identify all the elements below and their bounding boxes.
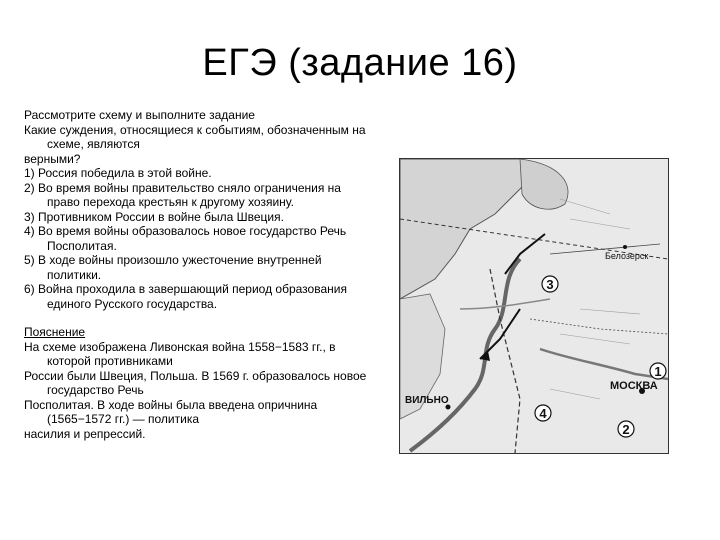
task-option: 5) В ходе войны произошло ужесточение внутренней политики. xyxy=(24,253,322,282)
explanation-line: насилия и репрессий. xyxy=(24,426,146,441)
task-option: 3) Противником России в войне была Швеция. xyxy=(24,209,284,224)
explanation-heading: Пояснение xyxy=(24,325,86,339)
map-city-belozersk: Белозерск xyxy=(605,251,649,261)
task-intro: Рассмотрите схему и выполните задание xyxy=(24,108,255,122)
map-marker-3: 3 xyxy=(546,277,554,292)
task-text xyxy=(24,108,376,441)
map-marker-1: 1 xyxy=(654,364,662,379)
map-graphic xyxy=(400,159,668,453)
explanation-line: России были Швеция, Польша. В 1569 г. образовалось новое государство Речь xyxy=(24,368,367,397)
map-city-vilno: ВИЛЬНО xyxy=(405,395,449,406)
task-option: 2) Во время войны правительство сняло ограничения на право перехода крестьян к другому хозяину. xyxy=(24,180,341,209)
map-marker-2: 2 xyxy=(622,422,630,437)
explanation-line: Посполитая. В ходе войны была введена опричнина (1565−1572 гг.) — политика xyxy=(24,397,318,426)
map-city-moscow: МОСКВА xyxy=(610,380,658,392)
task-option: 6) Война проходила в завершающий период образования единого Русского государства. xyxy=(24,282,347,311)
livonian-war-map xyxy=(399,158,669,454)
task-question: Какие суждения, относящиеся к событиям, обозначенным на схеме, являются xyxy=(24,122,366,151)
slide-title: ЕГЭ (задание 16) xyxy=(202,42,518,84)
explanation-line: На схеме изображена Ливонская война 1558−1583 гг., в которой противниками xyxy=(24,339,336,368)
task-question-end: верными? xyxy=(24,151,81,166)
task-option: 1) Россия победила в этой войне. xyxy=(24,166,212,180)
map-marker-4: 4 xyxy=(539,406,547,421)
task-option: 4) Во время войны образовалось новое государство Речь Посполитая. xyxy=(24,224,347,253)
